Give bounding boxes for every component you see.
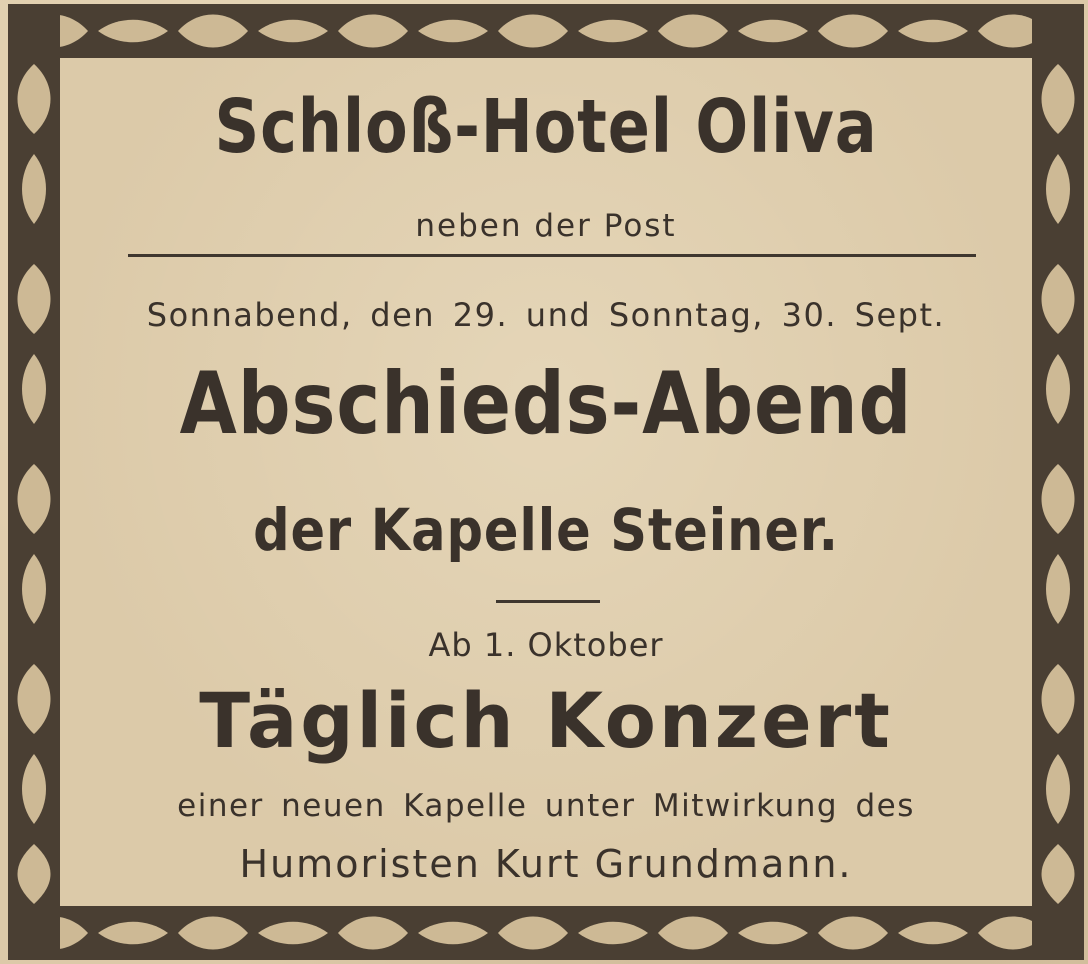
event-subtitle: der Kapelle Steiner. xyxy=(253,496,839,564)
divider-rule xyxy=(128,254,976,257)
event-dates: Sonnabend, den 29. und Sonntag, 30. Sept. xyxy=(146,296,946,334)
ornamental-border-right xyxy=(1032,4,1084,960)
concert-headline: Täglich Konzert xyxy=(199,676,893,765)
ad-content xyxy=(60,58,1032,906)
ornamental-border-left xyxy=(8,4,60,960)
performer-name: Humoristen Kurt Grundmann. xyxy=(239,842,853,886)
event-title: Abschieds-Abend xyxy=(179,354,913,454)
short-divider-rule xyxy=(496,600,600,603)
ornamental-border-top xyxy=(8,4,1080,58)
hotel-name: Schloß-Hotel Oliva xyxy=(214,84,878,170)
concert-details: einer neuen Kapelle unter Mitwirkung des xyxy=(177,788,915,824)
ornamental-border-bottom xyxy=(8,906,1080,960)
location-note: neben der Post xyxy=(415,208,677,244)
start-date: Ab 1. Oktober xyxy=(428,626,664,664)
